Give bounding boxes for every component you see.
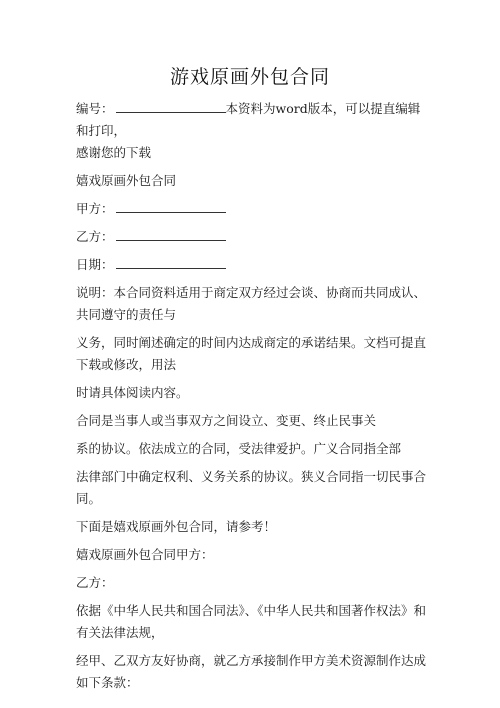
subtitle: 嬉戏原画外包合同	[76, 173, 177, 188]
paragraph: 乙方：	[76, 575, 114, 590]
paragraph: 义务，同时阐述确定的时间内达成商定的承诺结果。文档可提直下载或修改，用法	[76, 335, 427, 372]
paragraph: 下面是嬉戏原画外包合同，请参考！	[76, 519, 277, 534]
paragraph: 合同是当事人或当事双方之间设立、变更、终止民事关	[76, 413, 377, 428]
paragraph: 时请具体阅读内容。	[76, 385, 189, 400]
date-label: 日期：	[76, 257, 114, 272]
document-title: 游戏原画外包合同	[169, 66, 330, 88]
paragraph: 依据《中华人民共和国合同法》、《中华人民共和国著作权法》和有关法律法规，	[76, 603, 427, 640]
number-line	[76, 98, 428, 164]
party-a-line	[76, 198, 428, 220]
date-blank	[116, 255, 226, 269]
paragraph: 说明：本合同资料适用于商定双方经过会谈、协商而共同成认、共同遵守的责任与	[76, 285, 427, 322]
party-a-blank	[116, 199, 226, 213]
party-b-line	[76, 226, 428, 248]
document-body	[76, 98, 428, 700]
paragraph: 系的协议。依法成立的合同，受法律爱护。广义合同指全部	[76, 441, 402, 456]
number-blank	[116, 99, 226, 113]
paragraph: 嬉戏原画外包合同甲方：	[76, 547, 214, 562]
date-line	[76, 254, 428, 276]
paragraph: 法律部门中确定权利、义务关系的协议。狭义合同指一切民事合同。	[76, 469, 427, 506]
number-note: 本资料为word版本，可以提直编辑和打印，	[76, 101, 421, 138]
number-label: 编号：	[76, 101, 114, 116]
paragraph: 经甲、乙双方友好协商，就乙方承接制作甲方美术资源制作达成如下条款：	[76, 653, 427, 690]
party-b-label: 乙方：	[76, 229, 114, 244]
party-a-label: 甲方：	[76, 201, 114, 216]
thanks-text: 感谢您的下载	[76, 145, 152, 160]
party-b-blank	[116, 227, 226, 241]
